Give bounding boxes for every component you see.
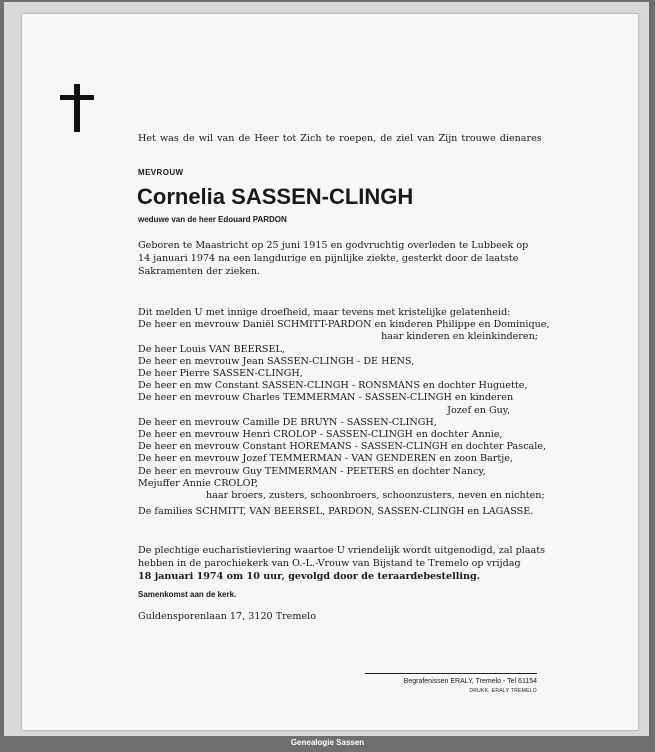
- family-line: De heer en mevrouw Camille DE BRUYN - SASSEN-CLINGH,: [138, 416, 437, 428]
- cross-icon-bar: [60, 95, 94, 100]
- deceased-first-name: Cornelia: [137, 184, 226, 209]
- title-prefix: MEVROUW: [138, 168, 184, 177]
- ceremony-line: De plechtige eucharistieviering waartoe U vriendelijk wordt uitgenodigd, zal plaats: [138, 545, 546, 556]
- divider: [365, 673, 537, 674]
- undertaker: Begrafenissen ERALY, Tremelo - Tel 61154: [403, 678, 537, 685]
- family-line: De heer Pierre SASSEN-CLINGH,: [138, 368, 303, 380]
- birth-line: Geboren te Maastricht op 25 juni 1915 en godvruchtig overleden te Lubbeek op: [138, 240, 529, 251]
- family-list: [138, 307, 550, 518]
- widow-of: weduwe van de heer Edouard PARDON: [138, 215, 287, 224]
- ceremony-paragraph: [138, 544, 546, 583]
- deceased-last-name: SASSEN-CLINGH: [231, 184, 414, 209]
- birth-paragraph: [138, 239, 538, 278]
- announce-line: Dit melden U met innige droefheid, maar tevens met kristelijke gelatenheid:: [138, 307, 511, 318]
- family-line: haar broers, zusters, schoonbroers, schoonzusters, neven en nichten;: [206, 490, 545, 502]
- family-line: Jozef en Guy,: [447, 404, 510, 416]
- intro-text: Het was de wil van de Heer tot Zich te roepen, de ziel van Zijn trouwe dienares: [138, 133, 542, 144]
- printer: DRUKK. ERALY TREMELO: [469, 688, 537, 694]
- family-line: De heer en mevrouw Guy TEMMERMAN - PEETERS en dochter Nancy,: [138, 465, 486, 477]
- birth-line: 14 januari 1974 na een langdurige en pijnlijke ziekte, gesterkt door de laatste: [138, 253, 519, 264]
- family-line: De heer en mevrouw Jean SASSEN-CLINGH - DE HENS,: [138, 355, 415, 367]
- birth-line: Sakramenten der zieken.: [138, 266, 261, 277]
- family-line: De heer en mevrouw Constant HOREMANS - SASSEN-CLINGH en dochter Pascale,: [138, 441, 547, 453]
- cross-icon: [74, 84, 80, 132]
- family-line: haar kinderen en kleinkinderen;: [381, 331, 538, 343]
- family-line: De families SCHMITT, VAN BEERSEL, PARDON, SASSEN-CLINGH en LAGASSE.: [138, 506, 534, 518]
- family-line: De heer en mevrouw Daniël SCHMITT-PARDON en kinderen Philippe en Dominique,: [138, 319, 550, 331]
- ceremony-line: 18 januari 1974 om 10 uur, gevolgd door de teraardebestelling.: [138, 571, 481, 582]
- ceremony-line: hebben in de parochiekerk van O.-L.-Vrouw van Bijstand te Tremelo op vrijdag: [138, 558, 521, 569]
- footer-bar: [0, 736, 655, 752]
- family-line: Mejuffer Annie CROLOP,: [138, 477, 259, 489]
- family-line: De heer en mevrouw Charles TEMMERMAN - SASSEN-CLINGH en kinderen: [138, 392, 514, 404]
- footer-label: Genealogie Sassen: [290, 738, 365, 747]
- family-line: De heer Louis VAN BEERSEL,: [138, 343, 285, 355]
- family-line: De heer en mw Constant SASSEN-CLINGH - RONSMANS en dochter Huguette,: [138, 380, 528, 392]
- gathering-note: Samenkomst aan de kerk.: [138, 590, 237, 599]
- deceased-name: [137, 183, 413, 211]
- family-line: De heer en mevrouw Jozef TEMMERMAN - VAN GENDEREN en zoon Bartje,: [138, 453, 513, 465]
- address: Guldensporenlaan 17, 3120 Tremelo: [138, 611, 316, 622]
- family-line: De heer en mevrouw Henri CROLOP - SASSEN-CLINGH en dochter Annie,: [138, 429, 503, 441]
